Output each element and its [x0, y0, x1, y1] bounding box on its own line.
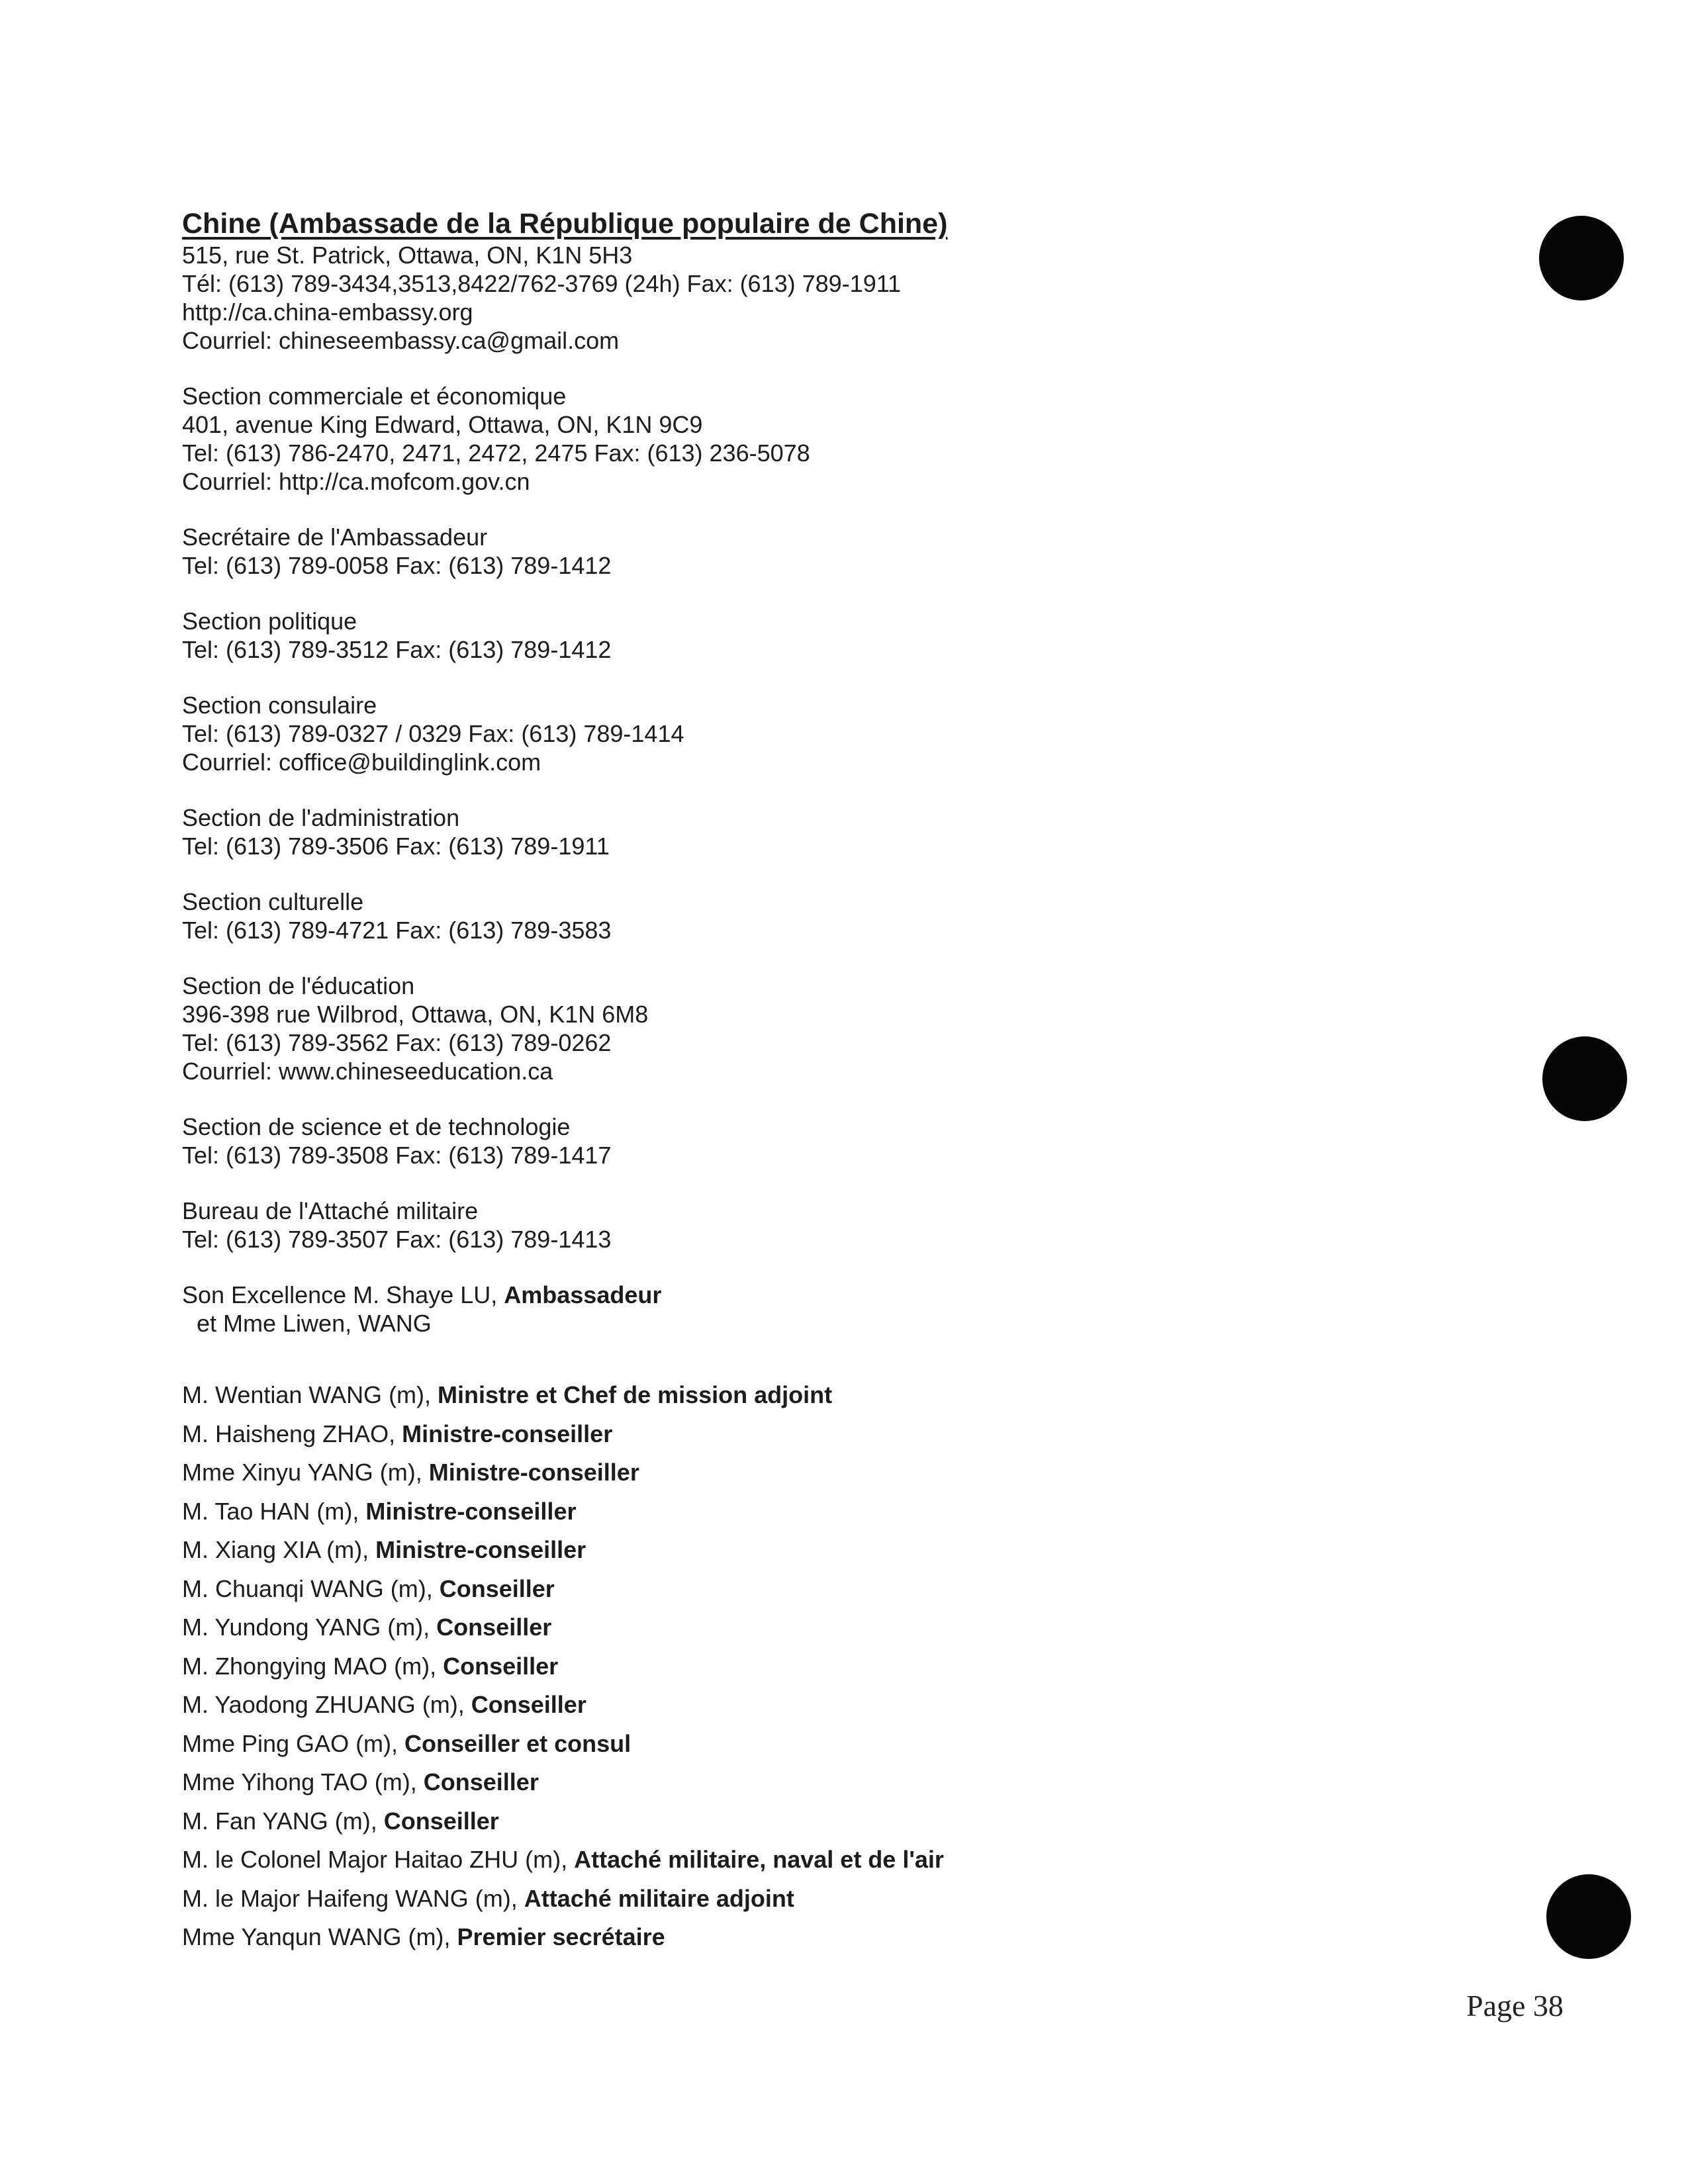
staff-title: Ministre-conseiller — [402, 1420, 613, 1447]
staff-title: Attaché militaire, naval et de l'air — [574, 1846, 944, 1873]
section-phone: Tel: (613) 786-2470, 2471, 2472, 2475 Fax: (613) 236-5078 — [182, 439, 810, 467]
section-name: Section politique — [182, 608, 357, 635]
staff-name: M. Yaodong ZHUANG (m), — [182, 1691, 471, 1718]
section-name: Section de l'administration — [182, 804, 460, 831]
staff-title: Ministre-conseiller — [428, 1459, 639, 1486]
staff-row — [182, 1376, 1473, 1415]
staff-name: Mme Yihong TAO (m), — [182, 1768, 424, 1796]
section-name: Section consulaire — [182, 692, 377, 719]
staff-row — [182, 1918, 1473, 1957]
punch-hole-bottom — [1546, 1874, 1631, 1959]
staff-title: Conseiller et consul — [404, 1729, 632, 1757]
staff-title: Conseiller — [436, 1614, 552, 1641]
section-culturelle — [182, 887, 1473, 944]
ambassador-name: Son Excellence M. Shaye LU, — [182, 1281, 504, 1308]
punch-hole-middle — [1542, 1036, 1627, 1121]
section-phone: Tel: (613) 789-3512 Fax: (613) 789-1412 — [182, 636, 612, 663]
ambassador-block — [182, 1281, 1473, 1338]
staff-row — [182, 1415, 1473, 1454]
staff-title: Conseiller — [439, 1574, 555, 1602]
section-name: Section commerciale et économique — [182, 383, 567, 410]
section-commerciale — [182, 382, 1473, 496]
section-consulaire — [182, 691, 1473, 776]
staff-row — [182, 1880, 1473, 1919]
staff-title: Ministre et Chef de mission adjoint — [438, 1381, 833, 1408]
section-politique — [182, 607, 1473, 664]
page-number: Page 38 — [1466, 1989, 1564, 2023]
staff-name: M. le Major Haifeng WANG (m), — [182, 1884, 524, 1912]
staff-name: M. Wentian WANG (m), — [182, 1381, 438, 1408]
staff-row — [182, 1841, 1473, 1880]
section-phone: Tel: (613) 789-0058 Fax: (613) 789-1412 — [182, 552, 612, 579]
staff-name: M. le Colonel Major Haitao ZHU (m), — [182, 1846, 575, 1873]
staff-row — [182, 1570, 1473, 1609]
staff-name: M. Zhongying MAO (m), — [182, 1652, 444, 1680]
staff-name: Mme Yanqun WANG (m), — [182, 1923, 457, 1950]
embassy-title: Chine (Ambassade de la République populaire de Chine) — [182, 208, 948, 240]
staff-title: Ministre-conseiller — [375, 1536, 586, 1563]
ambassador-line — [182, 1281, 1473, 1309]
staff-name: M. Yundong YANG (m), — [182, 1614, 437, 1641]
staff-row — [182, 1647, 1473, 1686]
section-address: 401, avenue King Edward, Ottawa, ON, K1N 9C9 — [182, 411, 703, 438]
section-phone: Tel: (613) 789-3562 Fax: (613) 789-0262 — [182, 1029, 612, 1056]
staff-title: Conseiller — [423, 1768, 539, 1796]
ambassador-title: Ambassadeur — [504, 1281, 662, 1308]
section-phone: Tel: (613) 789-0327 / 0329 Fax: (613) 789-1414 — [182, 720, 684, 747]
staff-row — [182, 1686, 1473, 1725]
staff-row — [182, 1725, 1473, 1764]
staff-title: Premier secrétaire — [457, 1923, 665, 1950]
embassy-email: Courriel: chineseembassy.ca@gmail.com — [182, 327, 620, 354]
section-phone: Tel: (613) 789-3508 Fax: (613) 789-1417 — [182, 1142, 612, 1169]
staff-name: M. Chuanqi WANG (m), — [182, 1574, 440, 1602]
punch-hole-top — [1539, 216, 1624, 300]
section-name: Section de l'éducation — [182, 972, 415, 999]
embassy-website: http://ca.china-embassy.org — [182, 298, 473, 326]
embassy-contact-block — [182, 241, 1473, 355]
staff-name: Mme Xinyu YANG (m), — [182, 1459, 429, 1486]
staff-row — [182, 1492, 1473, 1531]
section-email: Courriel: http://ca.mofcom.gov.cn — [182, 468, 530, 495]
staff-title: Conseiller — [471, 1691, 586, 1718]
section-name: Bureau de l'Attaché militaire — [182, 1197, 479, 1224]
section-name: Secrétaire de l'Ambassadeur — [182, 523, 488, 551]
staff-name: M. Xiang XIA (m), — [182, 1536, 376, 1563]
staff-list — [182, 1376, 1473, 1957]
section-email: Courriel: coffice@buildinglink.com — [182, 749, 541, 776]
staff-name: M. Tao HAN (m), — [182, 1497, 366, 1525]
staff-title: Ministre-conseiller — [365, 1497, 577, 1525]
section-email: Courriel: www.chineseeducation.ca — [182, 1058, 553, 1085]
staff-title: Conseiller — [383, 1807, 499, 1835]
section-phone: Tel: (613) 789-3506 Fax: (613) 789-1911 — [182, 833, 610, 860]
staff-name: M. Haisheng ZHAO, — [182, 1420, 402, 1447]
section-science — [182, 1113, 1473, 1169]
staff-title: Attaché militaire adjoint — [524, 1884, 794, 1912]
section-administration — [182, 803, 1473, 860]
section-attache-militaire — [182, 1197, 1473, 1253]
ambassador-spouse: et Mme Liwen, WANG — [197, 1310, 432, 1337]
section-address: 396-398 rue Wilbrod, Ottawa, ON, K1N 6M8 — [182, 1001, 649, 1028]
staff-name: M. Fan YANG (m), — [182, 1807, 384, 1835]
section-secretaire — [182, 523, 1473, 580]
embassy-address: 515, rue St. Patrick, Ottawa, ON, K1N 5H3 — [182, 242, 633, 269]
staff-row — [182, 1763, 1473, 1802]
staff-name: Mme Ping GAO (m), — [182, 1729, 405, 1757]
staff-row — [182, 1608, 1473, 1647]
section-phone: Tel: (613) 789-3507 Fax: (613) 789-1413 — [182, 1226, 612, 1253]
section-name: Section de science et de technologie — [182, 1113, 571, 1140]
staff-row — [182, 1531, 1473, 1570]
section-education — [182, 972, 1473, 1085]
staff-title: Conseiller — [443, 1652, 559, 1680]
staff-row — [182, 1453, 1473, 1492]
document-body — [182, 206, 1473, 1957]
section-phone: Tel: (613) 789-4721 Fax: (613) 789-3583 — [182, 917, 612, 944]
staff-row — [182, 1802, 1473, 1841]
embassy-phone: Tél: (613) 789-3434,3513,8422/762-3769 (24h) Fax: (613) 789-1911 — [182, 270, 902, 297]
section-name: Section culturelle — [182, 888, 364, 915]
